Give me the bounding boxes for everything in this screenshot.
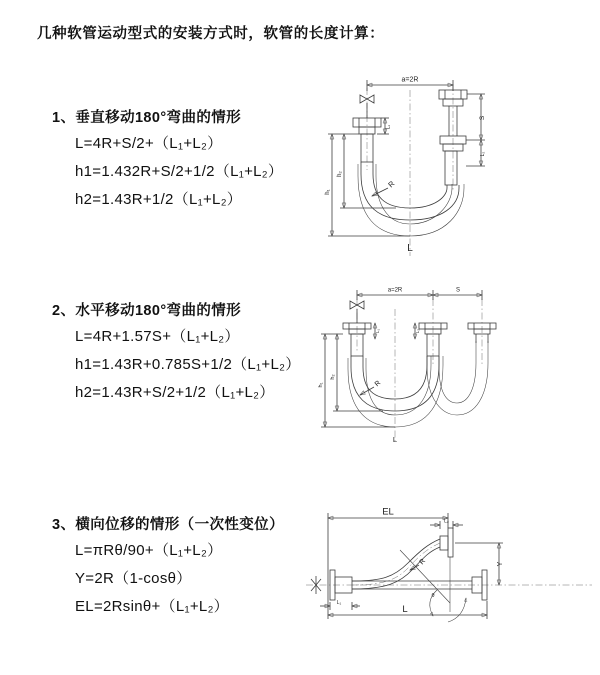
- dim-label-h2: h₂: [337, 171, 343, 177]
- dim-h1: [325, 134, 410, 236]
- dim-label-a2r: a=2R: [401, 76, 419, 84]
- formula-y: Y=2R（1-cosθ）: [75, 570, 192, 587]
- dim-label-r: R: [373, 379, 383, 389]
- centerlines: [367, 84, 453, 256]
- dim-h2: [330, 334, 383, 411]
- section-3-formulas: [75, 537, 229, 621]
- dim-label-theta: θ: [431, 593, 435, 599]
- hose-s-curve: [352, 539, 440, 589]
- formula-h2: h2=1.43R+1/2（L₁+L₂）: [75, 191, 243, 208]
- dim-label-h1: h₁: [325, 189, 331, 195]
- hose-u-bend: [358, 162, 464, 236]
- dim-r: [410, 558, 427, 570]
- centerlines: [357, 299, 482, 441]
- dim-label-a2r: a=2R: [387, 287, 403, 294]
- page-title: 几种软管运动型式的安装方式时，软管的长度计算：: [37, 26, 385, 42]
- dim-label-y: Y: [497, 561, 504, 567]
- section-2-formulas: [75, 323, 301, 407]
- formula-l: L=πRθ/90+（L₁+L₂）: [75, 542, 223, 559]
- dim-h2: [337, 134, 396, 208]
- dim-label-s: S: [479, 115, 486, 121]
- dim-label-s: S: [455, 287, 461, 294]
- dim-r: [372, 179, 397, 196]
- section-2-heading: 2、水平移动180°弯曲的情形: [52, 303, 242, 319]
- formula-h2: h2=1.43R+S/2+1/2（L₁+L₂）: [75, 384, 275, 401]
- angle-construction: [400, 550, 466, 622]
- dim-label-el: EL: [382, 506, 394, 518]
- hose-u-bend-left: [348, 356, 443, 427]
- dim-label-l2: L₂: [415, 328, 420, 334]
- dim-a2r: [367, 77, 453, 92]
- dim-label-l1: L₁: [375, 328, 380, 334]
- formula-l: L=4R+1.57S+（L₁+L₂）: [75, 328, 240, 345]
- dim-s: [466, 94, 486, 140]
- dim-label-l: L: [407, 243, 413, 254]
- dim-label-l: L: [392, 435, 398, 444]
- formula-h1: h1=1.432R+S/2+1/2（L₁+L₂）: [75, 163, 284, 180]
- dim-label-h2: h₂: [330, 374, 336, 380]
- dim-a2r: [357, 288, 433, 301]
- dim-r: [360, 380, 382, 395]
- diagram-vertical-180-bend: [316, 70, 506, 268]
- dim-l1: [320, 600, 360, 610]
- hose-u-bend-right: [427, 341, 488, 415]
- section-3-heading: 3、横向位移的情形（一次性变位）: [52, 517, 284, 533]
- dim-s: [433, 288, 482, 301]
- dim-l2: [466, 140, 486, 166]
- dim-y: [455, 543, 504, 585]
- dim-label-l2: L₂: [444, 518, 449, 525]
- section-1-formulas: [75, 130, 283, 214]
- dim-label-r: R: [386, 178, 397, 190]
- formula-el: EL=2Rsinθ+（L₁+L₂）: [75, 598, 229, 615]
- formula-h1: h1=1.43R+0.785S+1/2（L₁+L₂）: [75, 356, 301, 373]
- dim-label-l: L: [402, 604, 408, 615]
- diagram-lateral-displacement: [298, 498, 600, 648]
- dim-l2: [430, 519, 463, 530]
- dim-label-r: R: [418, 557, 428, 567]
- dim-label-l1: L₁: [336, 600, 342, 606]
- dim-l1: [375, 323, 380, 339]
- dim-label-h1: h₁: [318, 382, 324, 388]
- formula-l: L=4R+S/2+（L₁+L₂）: [75, 135, 223, 152]
- dim-l1: [377, 118, 392, 134]
- dim-label-l1: L₁: [385, 124, 392, 130]
- diagram-horizontal-180-bend: [313, 281, 600, 459]
- section-1-heading: 1、垂直移动180°弯曲的情形: [52, 110, 242, 126]
- dim-label-l2: L₂: [480, 151, 486, 157]
- displaced-flange: [440, 528, 453, 557]
